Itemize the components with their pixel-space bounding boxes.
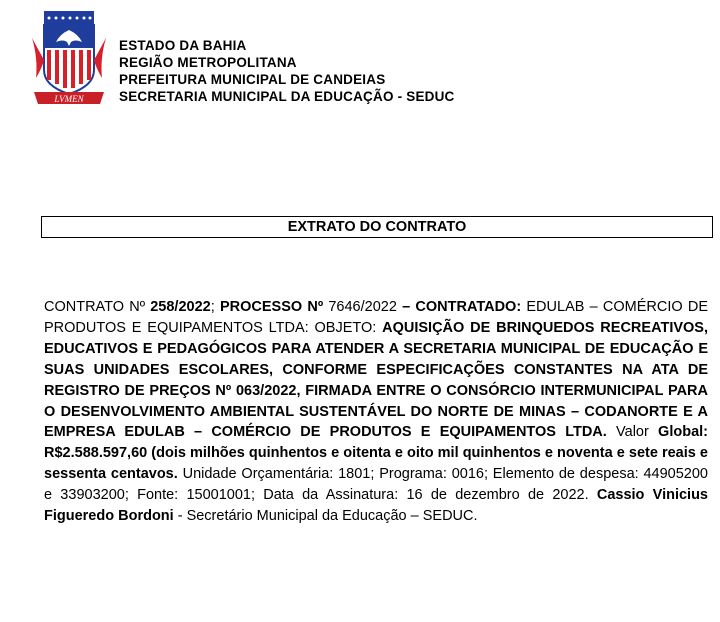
text-budget-details: Unidade Orçamentária: 1801; Programa: 0016; Elemento de despesa: 44905200 e 33903200; Fonte: 15001001; Data da Assinatura: 16 de dezembro de 2022.	[44, 466, 708, 504]
institution-header	[119, 37, 455, 105]
svg-text:LVMEN: LVMEN	[54, 94, 84, 104]
text-contract-number: 258/2022	[150, 299, 211, 315]
document-title-box	[41, 216, 713, 238]
header-line-city-hall: PREFEITURA MUNICIPAL DE CANDEIAS	[119, 72, 386, 87]
text-process-label: PROCESSO Nº	[219, 299, 324, 315]
contract-extract-body	[44, 297, 708, 527]
text-contracted-party: EDULAB – COMÉRCIO DE PRODUTOS E EQUIPAMENTOS LTDA: OBJETO:	[44, 299, 709, 336]
bahia-coat-of-arms-logo	[30, 8, 108, 108]
header-line-region: REGIÃO METROPOLITANA	[119, 55, 297, 70]
header-line-state: ESTADO DA BAHIA	[119, 38, 247, 53]
text-global-value: Global: R$2.588.597,60 (dois milhões quinhentos e oitenta e oito mil quinhentos e noventa e sete reais e sessenta centavos.	[44, 424, 708, 483]
text-process-number: 7646/2022	[323, 299, 403, 315]
text-signatory-name: Cassio Vinicius Figueredo Bordoni	[44, 487, 708, 525]
text-value-label: Valor	[606, 424, 659, 441]
text-object-description: AQUISIÇÃO DE BRINQUEDOS RECREATIVOS, EDUCATIVOS E PEDAGÓGICOS PARA ATENDER A SECRETARIA MUNICIPAL DE EDUCAÇÃO E SUAS UNIDADES ESCOLARES, CONFORME ESPECIFICAÇÕES CONSTANTES NA ATA DE REGISTRO DE PREÇOS Nº 063/2022, FIRMADA ENTRE O CONSÓRCIO INTERMUNICIPAL PARA O DESENVOLVIMENTO AMBIENTAL SUSTENTÁVEL DO NORTE DE MINAS – CODANORTE E A EMPRESA EDULAB – COMÉRCIO DE PRODUTOS E EQUIPAMENTOS LTDA.	[44, 319, 708, 441]
header-line-secretariat: SECRETARIA MUNICIPAL DA EDUCAÇÃO - SEDUC	[119, 89, 455, 104]
text-contracted-label: – CONTRATADO:	[402, 299, 522, 315]
document-title: EXTRATO DO CONTRATO	[287, 219, 467, 235]
text-separator: ;	[210, 299, 220, 315]
text-signatory-role: - Secretário Municipal da Educação – SEDUC.	[173, 508, 478, 525]
text-contract-label: CONTRATO Nº	[44, 299, 151, 315]
